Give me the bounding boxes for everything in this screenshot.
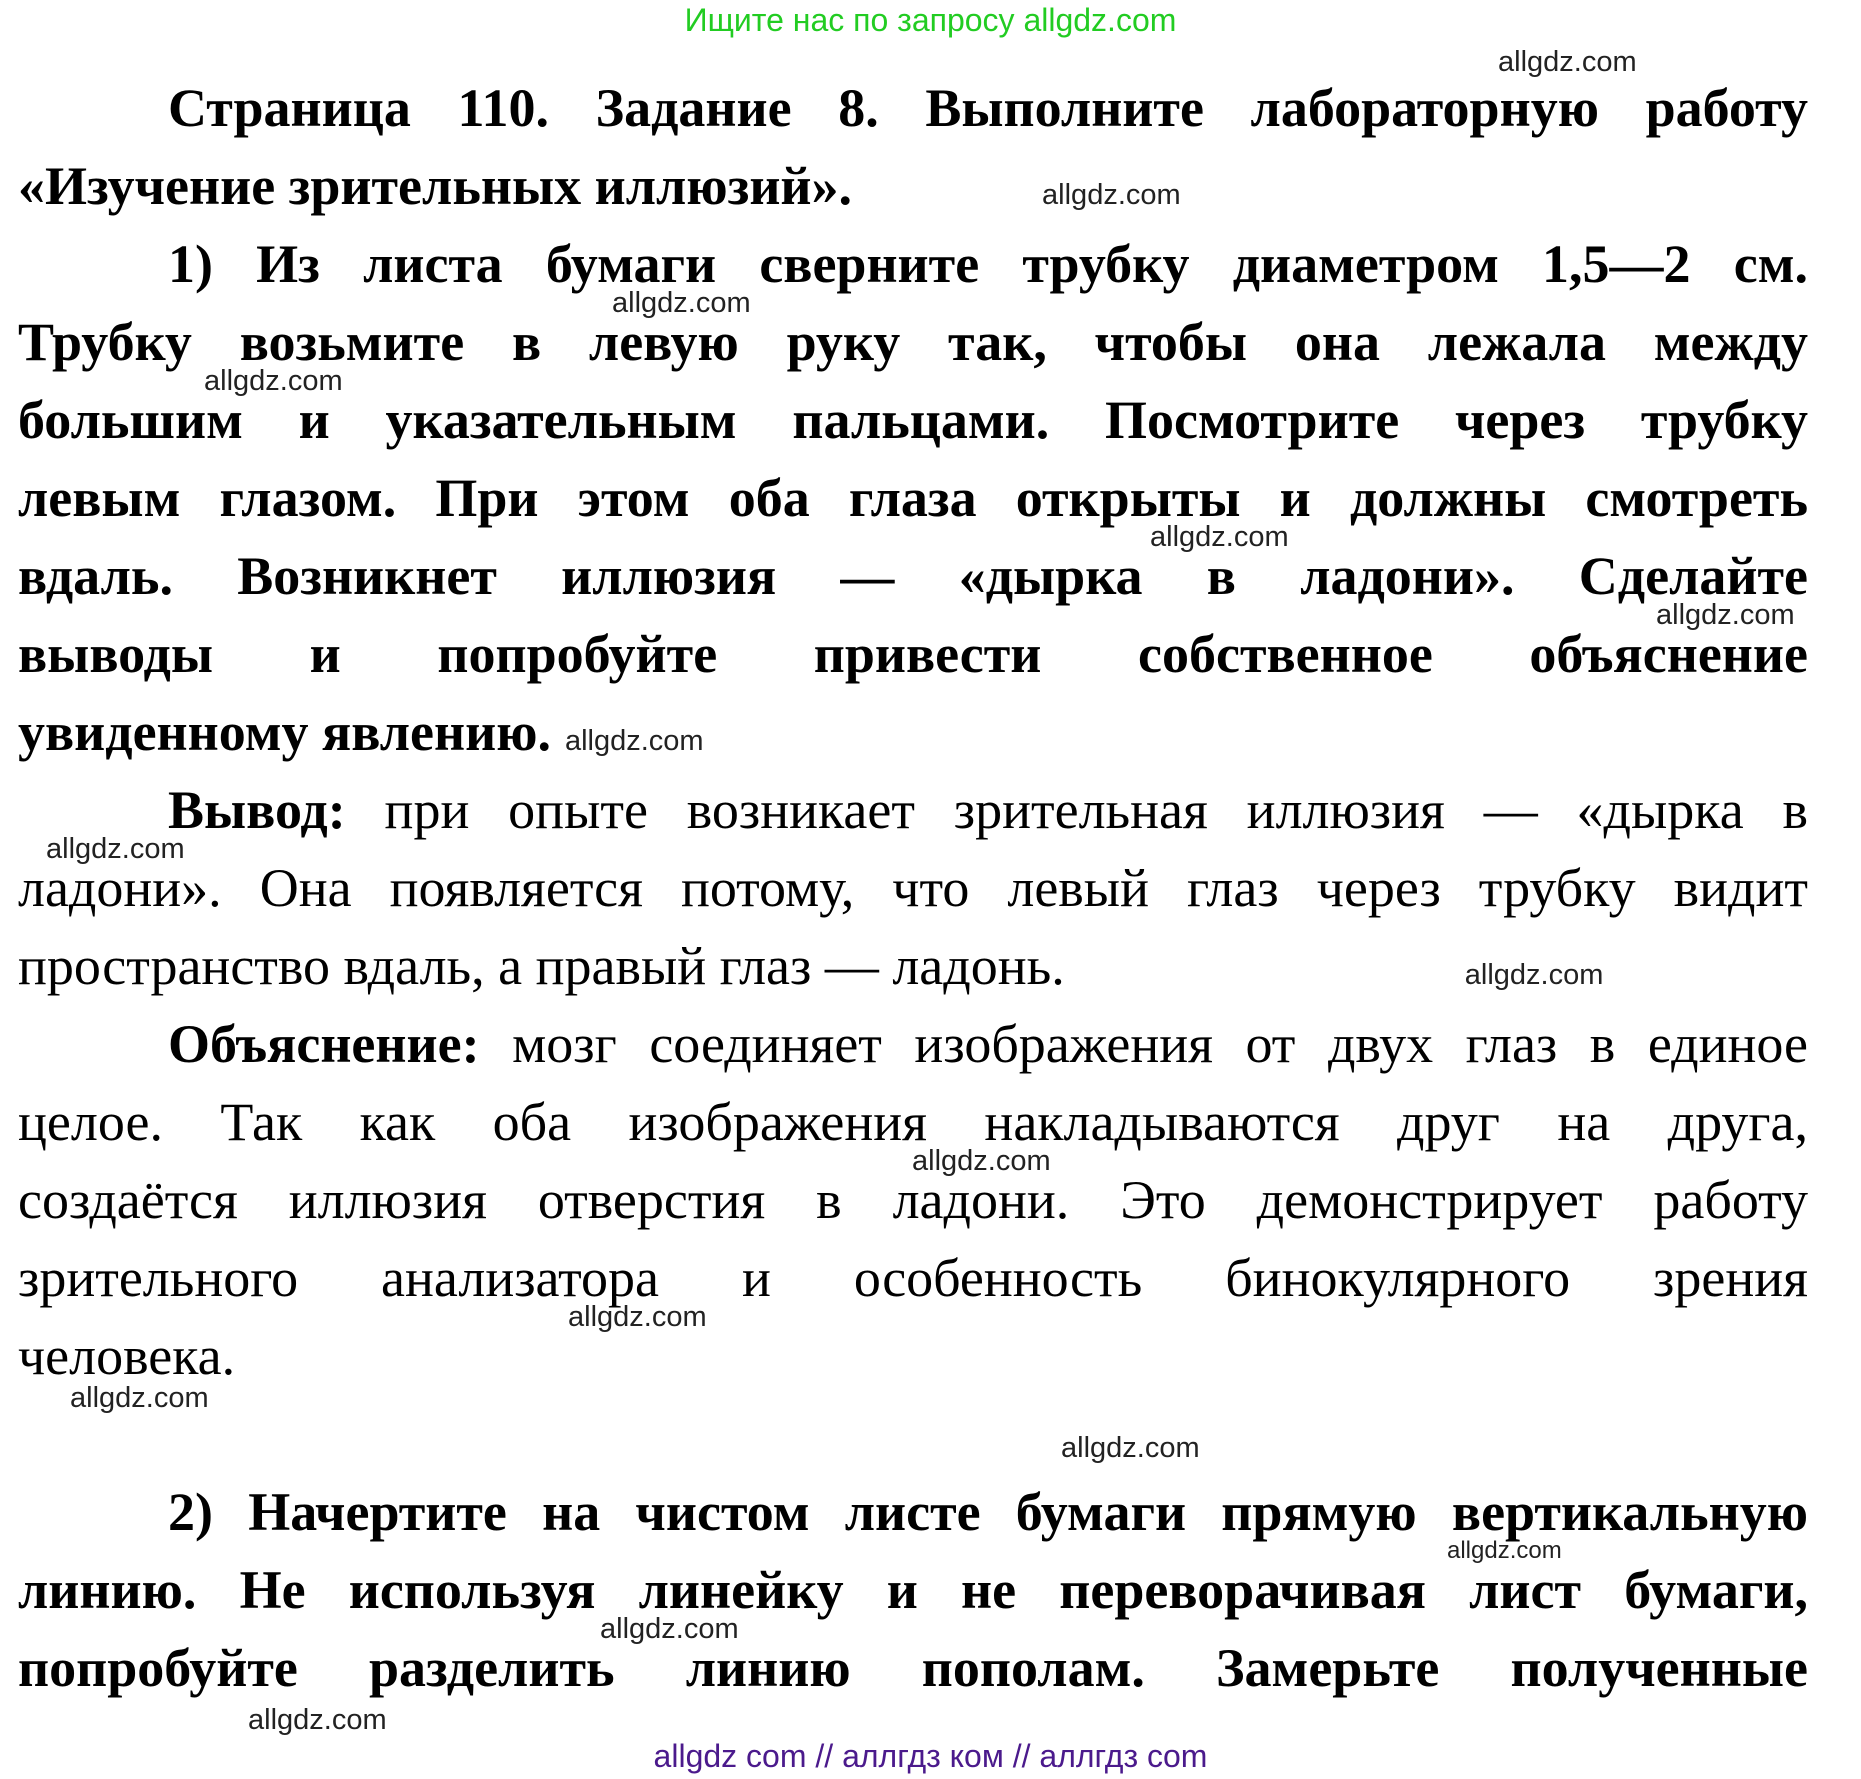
step1-line: Трубку возьмите в левую руку так, чтобы она лежала между: [18, 312, 1808, 372]
explanation-line: зрительного анализатора и особенность бинокулярного зрения: [18, 1248, 1808, 1308]
step1-text: увиденному явлению.: [18, 702, 551, 762]
explanation-line: человека.: [18, 1326, 236, 1386]
watermark: allgdz.com: [568, 1301, 707, 1333]
watermark: allgdz.com: [1656, 599, 1795, 631]
step2-line: линию. Не используя линейку и не переворачивая лист бумаги,: [18, 1560, 1808, 1620]
explanation-label: Объяснение:: [168, 1014, 480, 1074]
step2-line: 2) Начертите на чистом листе бумаги прямую вертикальную: [168, 1482, 1808, 1542]
conclusion-text: пространство вдаль, а правый глаз — ладонь.: [18, 936, 1065, 996]
task-heading-line: Страница 110. Задание 8. Выполните лабораторную работу: [168, 78, 1808, 138]
watermark: allgdz.com: [1061, 1432, 1200, 1464]
task-heading-text: «Изучение зрительных иллюзий».: [18, 156, 853, 216]
watermark: allgdz.com: [46, 833, 185, 865]
watermark: allgdz.com: [1447, 1537, 1562, 1564]
conclusion-text: при опыте возникает зрительная иллюзия — «дырка в: [345, 780, 1808, 840]
explanation-text: мозг соединяет изображения от двух глаз в единое: [479, 1014, 1808, 1074]
explanation-line: целое. Так как оба изображения накладываются друг на друга,: [18, 1092, 1808, 1152]
watermark: allgdz.com: [1042, 179, 1181, 211]
explanation-line: [168, 1005, 1808, 1083]
search-banner: Ищите нас по запросу allgdz.com: [684, 2, 1177, 38]
footer-banner: allgdz com // аллгдз ком // аллгдз com: [653, 1738, 1208, 1774]
step2-line: попробуйте разделить линию пополам. Замерьте полученные: [18, 1638, 1808, 1698]
watermark: allgdz.com: [600, 1613, 739, 1645]
watermark: allgdz.com: [70, 1382, 209, 1414]
watermark: allgdz.com: [612, 287, 751, 319]
conclusion-label: Вывод:: [168, 780, 346, 840]
watermark: allgdz.com: [1498, 46, 1637, 78]
step1-line: выводы и попробуйте привести собственное объяснение: [18, 624, 1808, 684]
conclusion-line: [168, 771, 1808, 849]
conclusion-line: [18, 927, 1808, 1005]
task-heading-line: [18, 147, 1808, 225]
conclusion-line: ладони». Она появляется потому, что левый глаз через трубку видит: [18, 858, 1808, 918]
step1-line: большим и указательным пальцами. Посмотрите через трубку: [18, 390, 1808, 450]
step1-line: [18, 693, 1808, 771]
step1-line: 1) Из листа бумаги сверните трубку диаметром 1,5—2 см.: [168, 234, 1808, 294]
explanation-line: создаётся иллюзия отверстия в ладони. Это демонстрирует работу: [18, 1170, 1808, 1230]
watermark: allgdz.com: [912, 1145, 1051, 1177]
step1-line: левым глазом. При этом оба глаза открыты и должны смотреть: [18, 468, 1808, 528]
step1-line: вдаль. Возникнет иллюзия — «дырка в ладони». Сделайте: [18, 546, 1808, 606]
watermark: allgdz.com: [248, 1704, 387, 1736]
watermark: allgdz.com: [1464, 959, 1604, 991]
watermark: allgdz.com: [204, 365, 343, 397]
watermark: allgdz.com: [1150, 521, 1289, 553]
watermark: allgdz.com: [564, 725, 704, 757]
